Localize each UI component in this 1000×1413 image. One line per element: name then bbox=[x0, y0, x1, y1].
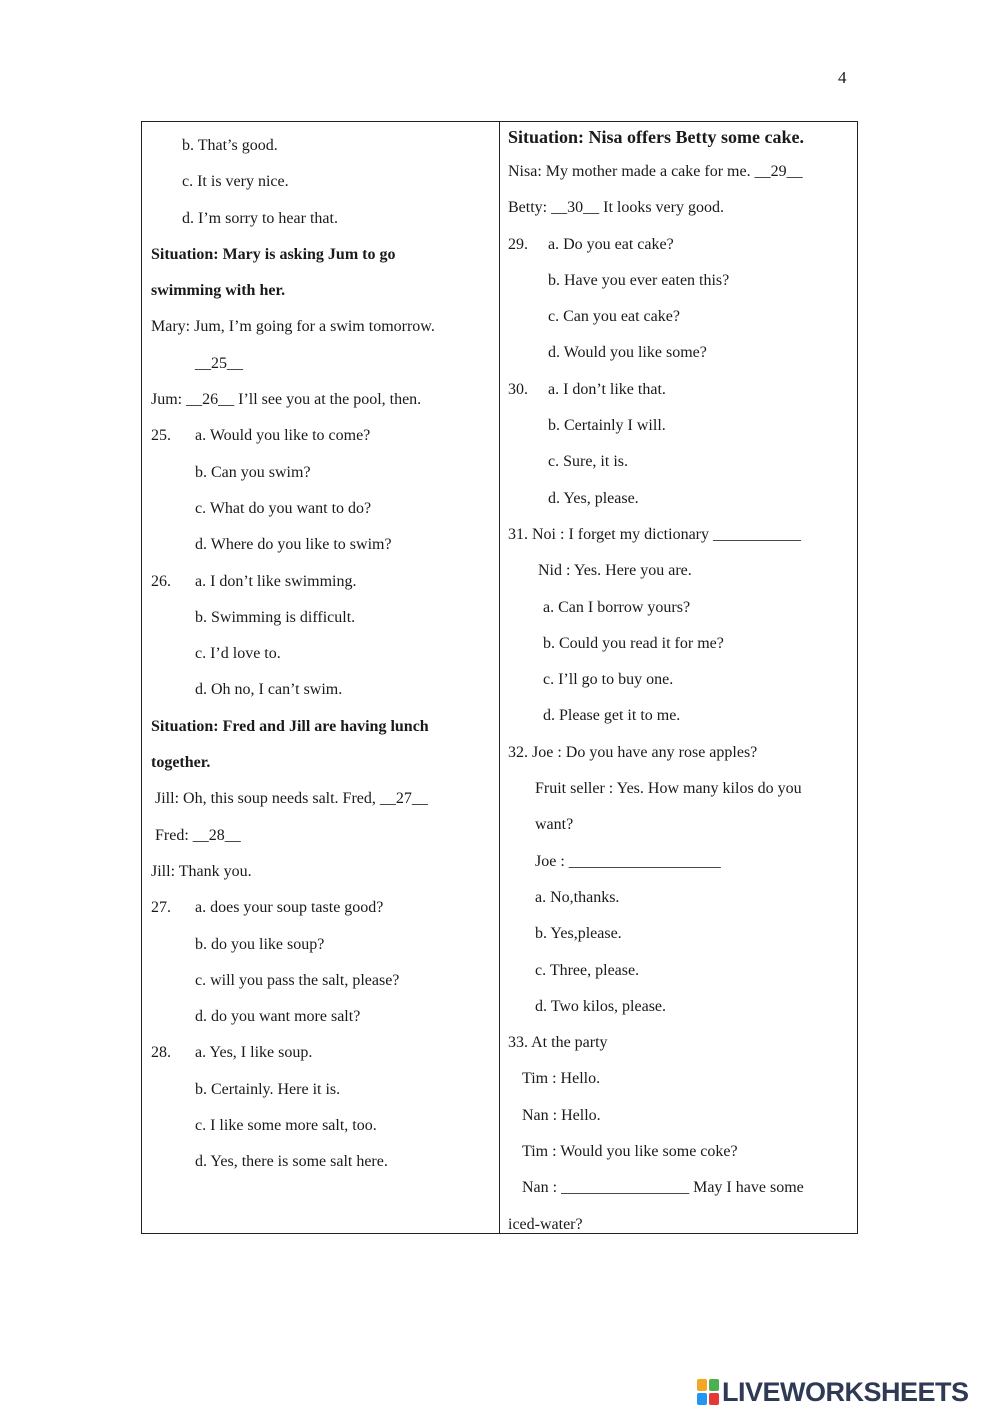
question-number: 27. bbox=[151, 899, 171, 917]
dialogue-line: Nisa: My mother made a cake for me. __29__ bbox=[508, 163, 803, 180]
dialogue-line: iced-water? bbox=[508, 1215, 583, 1233]
option-line: b. That’s good. bbox=[182, 137, 278, 154]
question-number: 29. bbox=[508, 235, 528, 253]
dialogue-line: Nan : ________________ May I have some bbox=[522, 1179, 804, 1197]
question-25 bbox=[151, 418, 499, 454]
situation-heading: swimming with her. bbox=[151, 282, 286, 300]
answer-option: c. Sure, it is. bbox=[548, 453, 628, 471]
question-number: 25. bbox=[151, 427, 171, 445]
question-29 bbox=[508, 227, 857, 263]
answer-option: b. Swimming is difficult. bbox=[195, 608, 356, 626]
logo-square bbox=[697, 1379, 707, 1391]
dialogue-line: Jum: __26__ I’ll see you at the pool, then. bbox=[151, 391, 422, 409]
dialogue-line: want? bbox=[535, 816, 574, 834]
question-number: 28. bbox=[151, 1044, 171, 1062]
blank-line: __25__ bbox=[195, 354, 243, 372]
answer-option: c. I like some more salt, too. bbox=[195, 1117, 377, 1135]
situation-heading: Situation: Fred and Jill are having lunch bbox=[151, 717, 429, 735]
answer-option: b. Certainly. Here it is. bbox=[195, 1080, 341, 1098]
dialogue-line: Nan : Hello. bbox=[522, 1106, 601, 1124]
question-27 bbox=[151, 890, 499, 926]
question-31: 31. Noi : I forget my dictionary ___________ bbox=[508, 525, 801, 543]
liveworksheets-logo bbox=[697, 1376, 969, 1408]
answer-option: d. Oh no, I can’t swim. bbox=[195, 681, 343, 699]
question-number: 26. bbox=[151, 572, 171, 590]
answer-option: a. Yes, I like soup. bbox=[195, 1044, 313, 1062]
dialogue-line: Jill: Thank you. bbox=[151, 862, 252, 880]
answer-option: d. Would you like some? bbox=[548, 344, 707, 362]
question-28 bbox=[151, 1035, 499, 1071]
situation-heading: together. bbox=[151, 754, 211, 772]
answer-option: d. Yes, there is some salt here. bbox=[195, 1153, 388, 1171]
dialogue-line: Jill: Oh, this soup needs salt. Fred, __27__ bbox=[155, 790, 428, 808]
dialogue-line: Tim : Hello. bbox=[522, 1070, 601, 1088]
answer-option: b. Have you ever eaten this? bbox=[548, 271, 730, 289]
option-line: d. I’m sorry to hear that. bbox=[182, 209, 338, 227]
dialogue-line: Joe : ___________________ bbox=[535, 852, 721, 870]
question-30 bbox=[508, 372, 857, 408]
logo-square bbox=[697, 1393, 707, 1405]
logo-mark-icon bbox=[697, 1379, 719, 1405]
question-26 bbox=[151, 564, 499, 600]
left-column bbox=[142, 122, 500, 1233]
dialogue-line: Betty: __30__ It looks very good. bbox=[508, 199, 724, 217]
option-line: c. It is very nice. bbox=[182, 173, 289, 191]
answer-option: a. Can I borrow yours? bbox=[543, 598, 691, 616]
dialogue-line: Fruit seller : Yes. How many kilos do you bbox=[535, 780, 802, 798]
situation-heading: Situation: Mary is asking Jum to go bbox=[151, 245, 396, 263]
answer-option: d. Two kilos, please. bbox=[535, 997, 667, 1015]
answer-option: a. I don’t like swimming. bbox=[195, 572, 357, 590]
answer-option: a. I don’t like that. bbox=[548, 380, 666, 398]
dialogue-line: Mary: Jum, I’m going for a swim tomorrow. bbox=[151, 318, 435, 336]
dialogue-line: Nid : Yes. Here you are. bbox=[538, 562, 692, 580]
answer-option: a. Do you eat cake? bbox=[548, 235, 674, 253]
answer-option: d. Where do you like to swim? bbox=[195, 536, 392, 554]
answer-option: d. do you want more salt? bbox=[195, 1008, 361, 1026]
question-33: 33. At the party bbox=[508, 1034, 608, 1052]
answer-option: d. Yes, please. bbox=[548, 489, 639, 507]
logo-text: LIVEWORKSHEETS bbox=[722, 1376, 969, 1407]
answer-option: b. Certainly I will. bbox=[548, 417, 666, 435]
answer-option: c. Three, please. bbox=[535, 961, 640, 979]
dialogue-line: Fred: __28__ bbox=[155, 826, 241, 844]
logo-square bbox=[709, 1379, 719, 1391]
answer-option: c. I’ll go to buy one. bbox=[543, 671, 674, 689]
question-number: 30. bbox=[508, 380, 528, 398]
answer-option: a. Would you like to come? bbox=[195, 427, 371, 445]
answer-option: c. What do you want to do? bbox=[195, 499, 372, 517]
answer-option: b. do you like soup? bbox=[195, 935, 325, 953]
answer-option: c. Can you eat cake? bbox=[548, 308, 680, 326]
answer-option: c. I’d love to. bbox=[195, 645, 281, 663]
answer-option: b. Yes,please. bbox=[535, 925, 622, 943]
question-32: 32. Joe : Do you have any rose apples? bbox=[508, 743, 758, 761]
answer-option: a. No,thanks. bbox=[535, 888, 620, 906]
answer-option: a. does your soup taste good? bbox=[195, 899, 384, 917]
logo-square bbox=[709, 1393, 719, 1405]
dialogue-line: Tim : Would you like some coke? bbox=[522, 1143, 738, 1161]
answer-option: c. will you pass the salt, please? bbox=[195, 971, 400, 989]
situation-heading: Situation: Nisa offers Betty some cake. bbox=[508, 127, 804, 147]
page-number: 4 bbox=[838, 68, 847, 87]
answer-option: b. Can you swim? bbox=[195, 463, 311, 481]
right-column bbox=[500, 122, 857, 1233]
answer-option: d. Please get it to me. bbox=[543, 707, 681, 725]
worksheet-table bbox=[141, 121, 858, 1234]
answer-option: b. Could you read it for me? bbox=[543, 634, 724, 652]
